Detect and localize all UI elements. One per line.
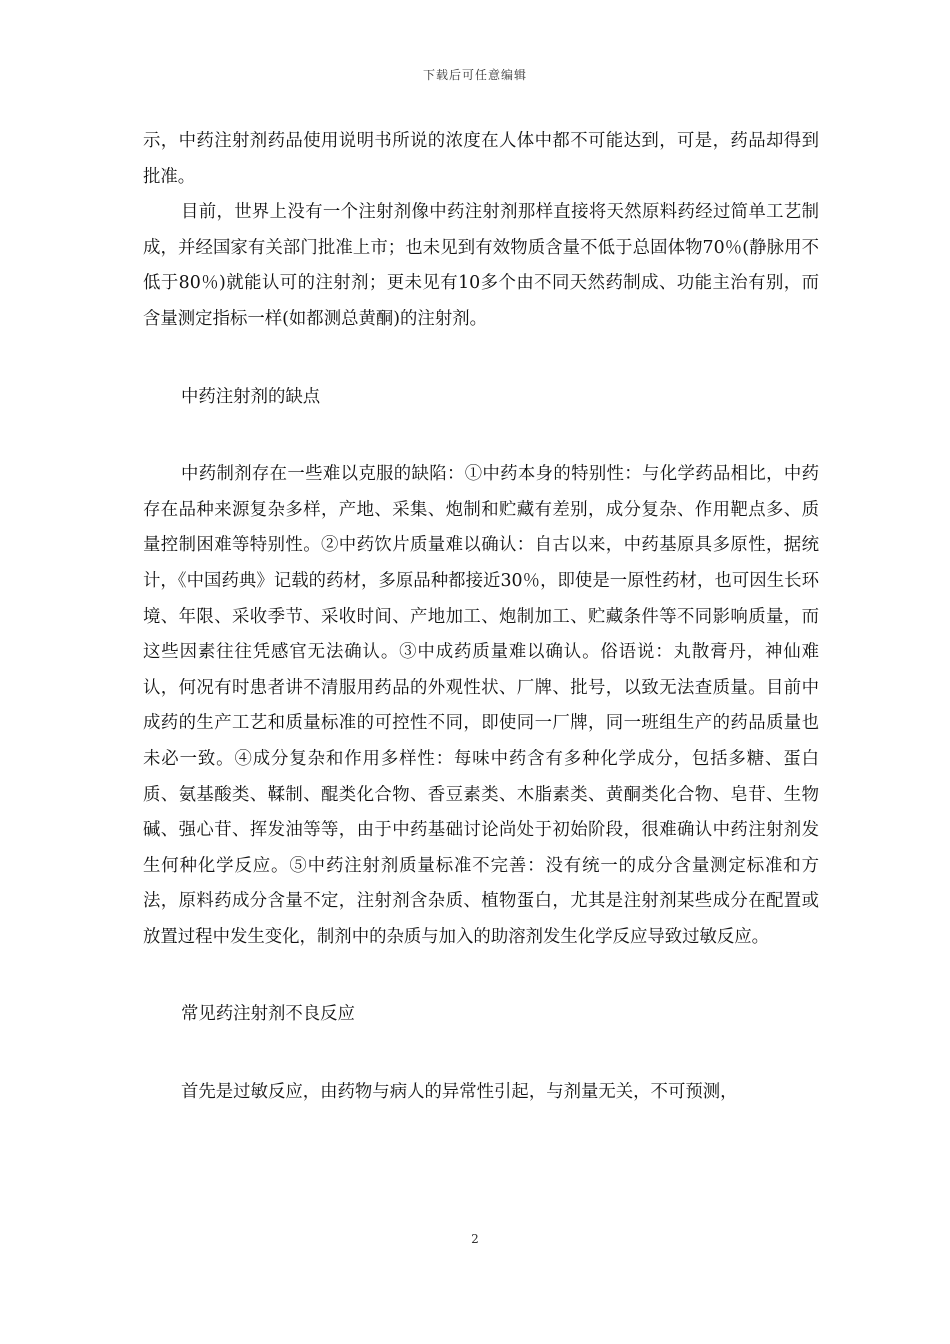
paragraph-adverse-reactions: 首先是过敏反应，由药物与病人的异常性引起，与剂量无关，不可预测， [181, 1082, 738, 1103]
page-header: 下载后可任意编辑 [422, 68, 527, 82]
document-body [143, 124, 819, 1111]
page-number: 2 [471, 1232, 479, 1246]
section-heading-adverse-reactions: 常见药注射剂不良反应 [181, 1004, 355, 1025]
section-heading-drawbacks: 中药注射剂的缺点 [181, 386, 321, 407]
paragraph-drawbacks: 中药制剂存在一些难以克服的缺陷：①中药本身的特别性：与化学药品相比，中药存在品种来源复杂多样，产地、采集、炮制和贮藏有差别，成分复杂、作用靶点多、质量控制困难等特别性。②中药饮片质量难以确认：自古以来，中药基原具多原性，据统计，《中国药典》记载的药材，多原品种都接近30％，即使是一原性药材，也可因生长环境、年限、采收季节、采收时间、产地加工、炮制加工、贮藏条件等不同影响质量，而这些因素往往凭感官无法确认。③中成药质量难以确认。俗语说：丸散膏丹，神仙难认，何况有时患者讲不清服用药品的外观性状、厂牌、批号，以致无法查质量。目前中成药的生产工艺和质量标准的可控性不同，即使同一厂牌，同一班组生产的药品质量也未必一致。④成分复杂和作用多样性：每味中药含有多种化学成分，包括多糖、蛋白质、氨基酸类、鞣制、醌类化合物、香豆素类、木脂素类、黄酮类化合物、皂苷、生物碱、强心苷、挥发油等等，由于中药基础讨论尚处于初始阶段，很难确认中药注射剂发生何种化学反应。⑤中药注射剂质量标准不完善：没有统一的成分含量测定标准和方法，原料药成分含量不定，注射剂含杂质、植物蛋白，尤其是注射剂某些成分在配置或放置过程中发生变化，制剂中的杂质与加入的助溶剂发生化学反应导致过敏反应。 [143, 464, 819, 947]
paragraph-continuation: 示，中药注射剂药品使用说明书所说的浓度在人体中都不可能达到，可是，药品却得到批准。 [143, 131, 819, 187]
paragraph-injection-overview: 目前，世界上没有一个注射剂像中药注射剂那样直接将天然原料药经过简单工艺制成，并经国家有关部门批准上市；也未见到有效物质含量不低于总固体物70％(静脉用不低于80％)就能认可的注射剂；更未见有10多个由不同天然药制成、功能主治有别，而含量测定指标一样(如都测总黄酮)的注射剂。 [143, 202, 819, 329]
